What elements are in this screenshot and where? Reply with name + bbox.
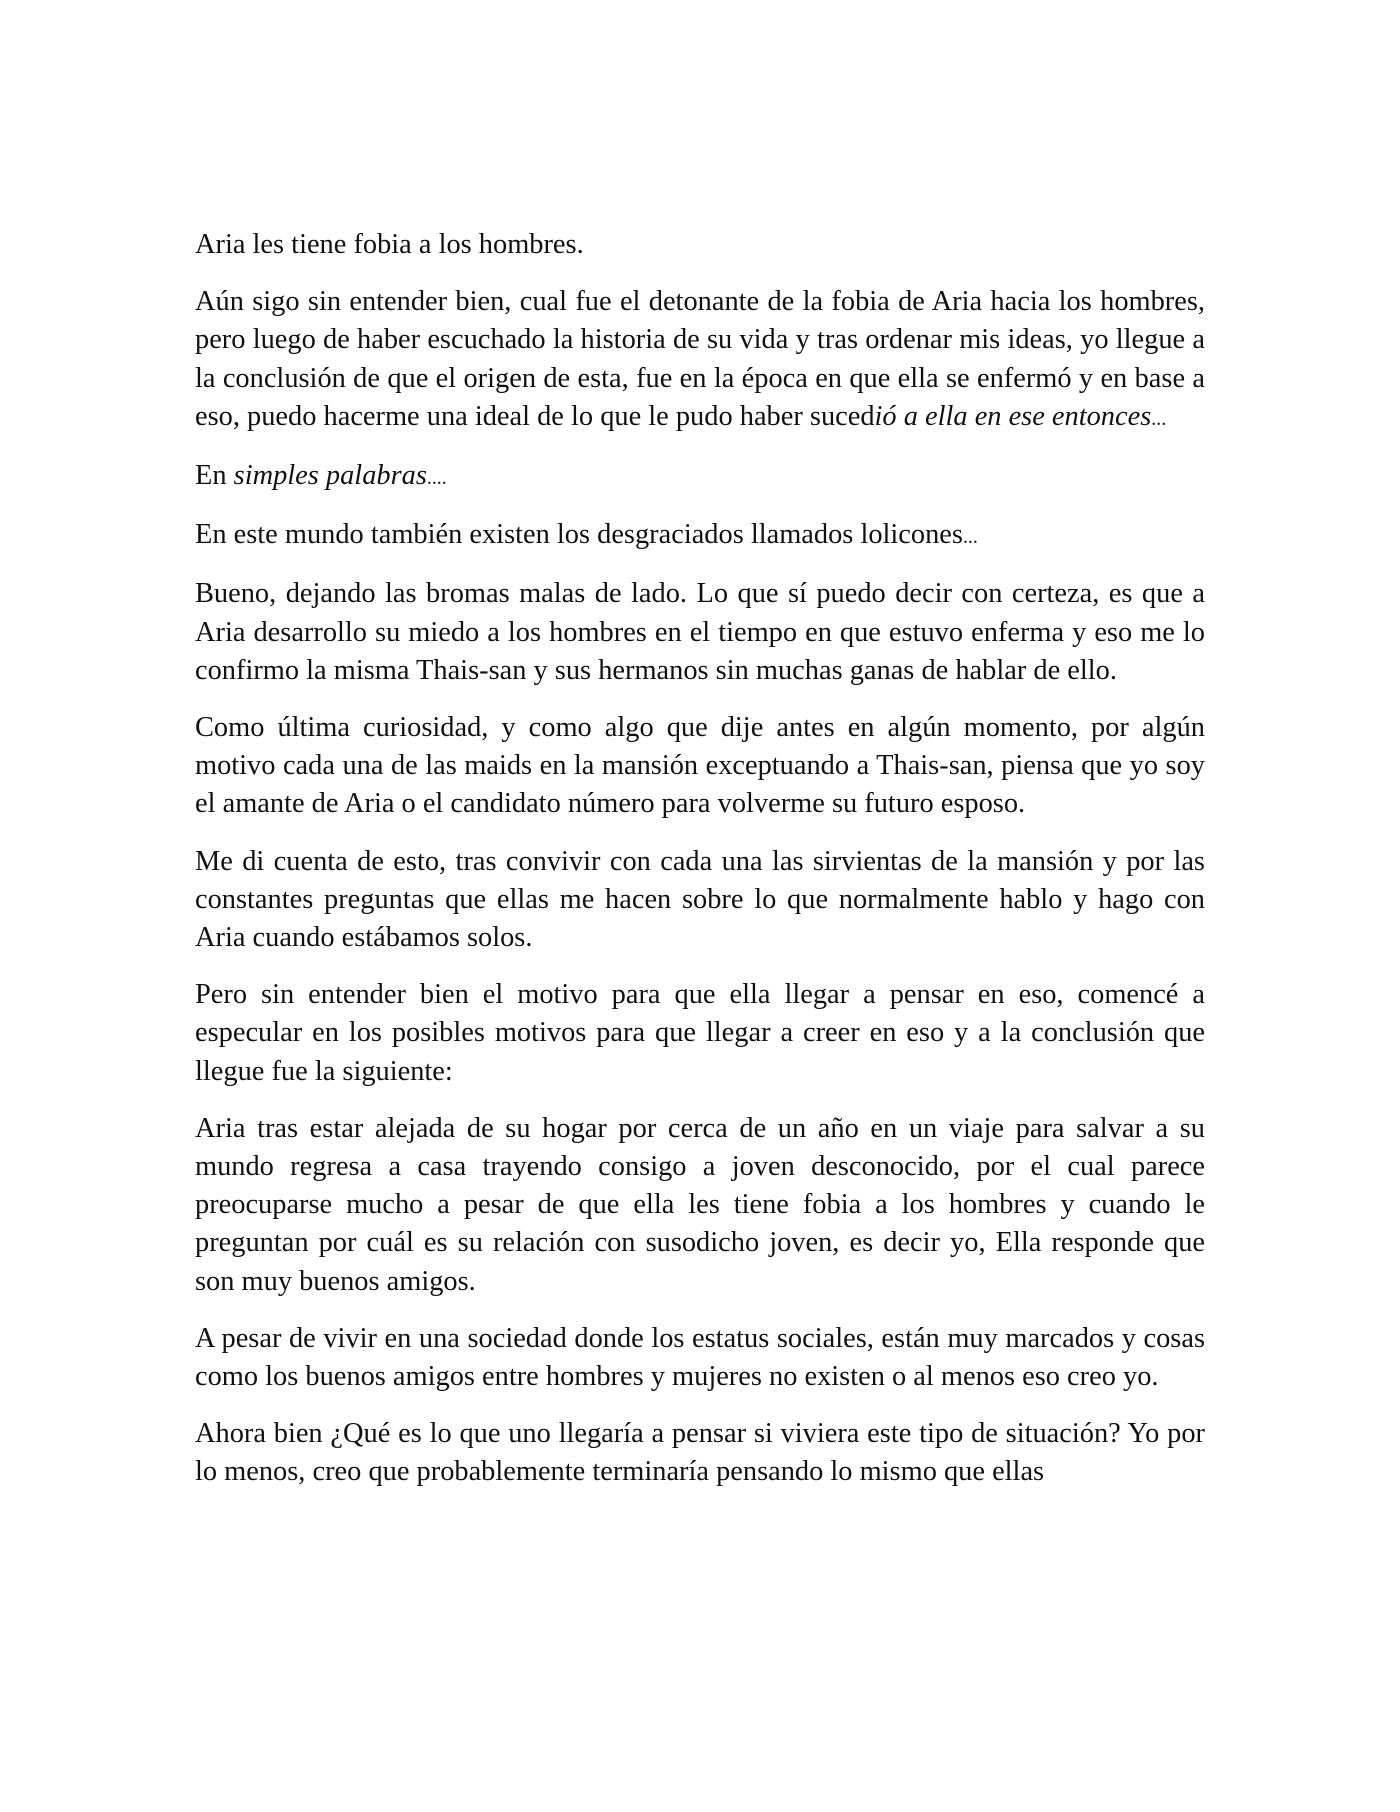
paragraph-5: Bueno, dejando las bromas malas de lado. Lo que sí puedo decir con certeza, es que a Aria desarrollo su miedo a los hombres en el tiempo en que estuvo enferma y eso me lo confirmo la misma Thais-san y sus hermanos sin muchas ganas de hablar de ello. xyxy=(195,578,1205,686)
paragraph-3: En simples palabras.... xyxy=(195,460,447,492)
paragraph-2: Aún sigo sin entender bien, cual fue el detonante de la fobia de Aria hacia los hombres, pero luego de haber escuchado la historia de su vida y tras ordenar mis ideas, yo llegue a la conclusión de que el origen de esta, fue en la época en que ella se enfermó y en base a eso, puedo hacerme una ideal de lo que le pudo haber sucedió a ella en ese entonces... xyxy=(195,286,1205,432)
paragraph-9: Aria tras estar alejada de su hogar por cerca de un año en un viaje para salvar a su mundo regresa a casa trayendo consigo a joven desconocido, por el cual parece preocuparse mucho a pesar de que ella les tiene fobia a los hombres y cuando le preguntan por cuál es su relación con susodicho joven, es decir yo, Ella responde que son muy buenos amigos. xyxy=(195,1112,1205,1297)
paragraph-4: En este mundo también existen los desgraciados llamados lolicones... xyxy=(195,519,978,551)
paragraph-7: Me di cuenta de esto, tras convivir con cada una las sirvientas de la mansión y por las constantes preguntas que ellas me hacen sobre lo que normalmente hablo y hago con Aria cuando estábamos solos. xyxy=(195,845,1205,954)
paragraph-1: Aria les tiene fobia a los hombres. xyxy=(195,229,584,260)
paragraph-10: A pesar de vivir en una sociedad donde los estatus sociales, están muy marcados y cosas como los buenos amigos entre hombres y mujeres no existen o al menos eso creo yo. xyxy=(195,1322,1205,1393)
paragraph-8: Pero sin entender bien el motivo para que ella llegar a pensar en eso, comencé a especular en los posibles motivos para que llegar a creer en eso y a la conclusión que llegue fue la siguiente: xyxy=(195,979,1205,1087)
paragraph-6: Como última curiosidad, y como algo que dije antes en algún momento, por algún motivo cada una de las maids en la mansión exceptuando a Thais-san, piensa que yo soy el amante de Aria o el candidato número para volverme su futuro esposo. xyxy=(195,712,1205,820)
paragraph-11: Ahora bien ¿Qué es lo que uno llegaría a pensar si viviera este tipo de situación? Yo por lo menos, creo que probablemente terminaría pensando lo mismo que ellas xyxy=(195,1418,1205,1488)
document-page xyxy=(195,226,1205,1511)
